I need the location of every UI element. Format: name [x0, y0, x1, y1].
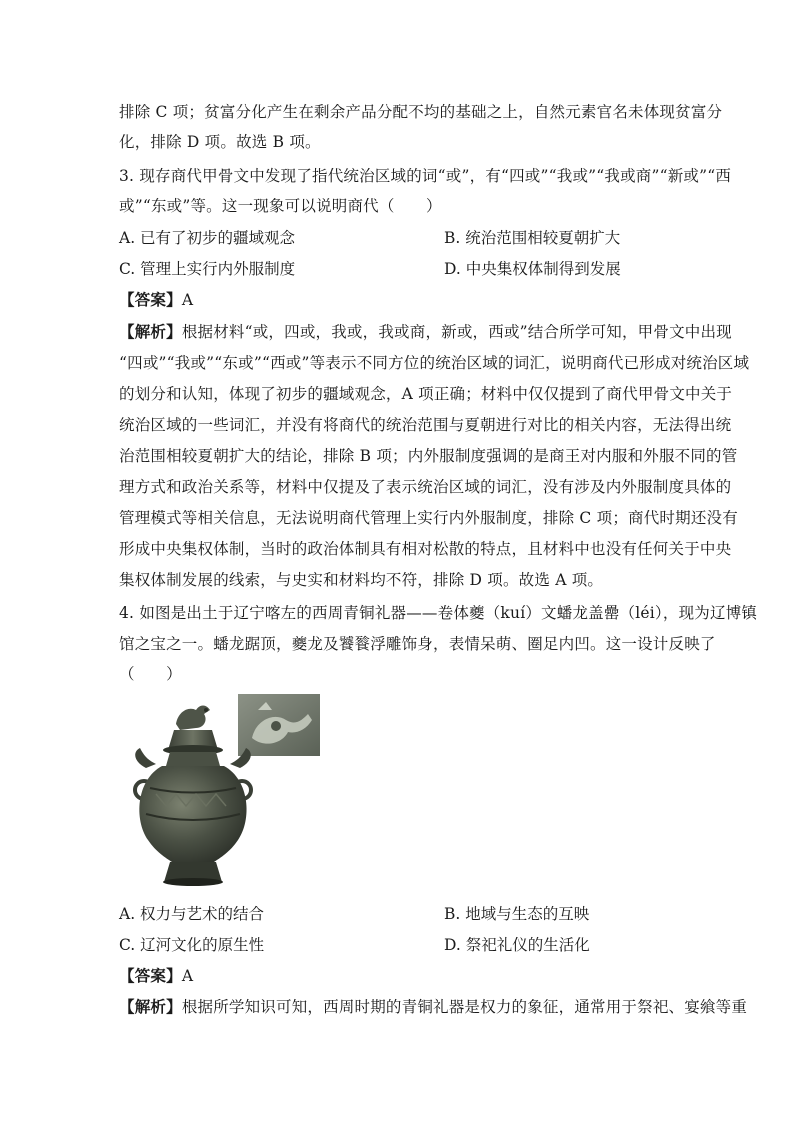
question-3-option-b: B. 统治范围相较夏朝扩大: [444, 229, 621, 247]
question-4-option-b: B. 地域与生态的互映: [444, 905, 590, 923]
question-4-stem: 4. 如图是出土于辽宁喀左的西周青铜礼器——卷体夔（kuí）文蟠龙盖罍（léi），现为辽博镇: [119, 604, 758, 622]
question-4-stem: （ ）: [119, 665, 182, 683]
explanation-line: 管理模式等相关信息，无法说明商代管理上实行内外服制度，排除 C 项；商代时期还没有: [119, 509, 738, 527]
answer-tag: 【答案】: [119, 966, 182, 985]
question-4-explanation: [119, 997, 747, 1017]
question-3-answer: [119, 290, 193, 310]
explanation-line: 理方式和政治关系等，材料中仅提及了表示统治区域的词汇，没有涉及内外服制度具体的: [119, 478, 732, 496]
question-4-answer: [119, 966, 193, 986]
question-3-option-c: C. 管理上实行内外服制度: [119, 260, 296, 278]
question-3-stem: 3. 现存商代甲骨文中发现了指代统治区域的词“或”，有“四或”“我或”“我或商”“新或”“西: [119, 167, 732, 185]
explanation-line: 形成中央集权体制，当时的政治体制具有相对松散的特点，且材料中也没有任何关于中央: [119, 540, 732, 558]
question-3-option-a: A. 已有了初步的疆域观念: [119, 229, 296, 247]
explanation-line: 集权体制发展的线索，与史实和材料均不符，排除 D 项。故选 A 项。: [119, 571, 604, 589]
explanation-tag: 【解析】: [119, 322, 182, 341]
question-4-option-c: C. 辽河文化的原生性: [119, 936, 265, 954]
explanation-tag: 【解析】: [119, 997, 182, 1016]
question-4-option-a: A. 权力与艺术的结合: [119, 905, 265, 923]
explanation-line: 的划分和认知，体现了初步的疆域观念，A 项正确；材料中仅仅提到了商代甲骨文中关于: [119, 385, 733, 403]
answer-value: A: [181, 967, 194, 985]
explanation-line: “四或”“我或”“东或”“西或”等表示不同方位的统治区域的词汇，说明商代已形成对统治区域: [119, 354, 750, 372]
explanation-text: 根据材料“或，四或，我或，我或商，新或，西或”结合所学可知，甲骨文中出现: [181, 323, 732, 341]
question-4-option-d: D. 祭祀礼仪的生活化: [444, 936, 590, 954]
explanation-text: 根据所学知识可知，西周时期的青铜礼器是权力的象征，通常用于祭祀、宴飨等重: [181, 998, 748, 1016]
explanation-line: 治范围相较夏朝扩大的结论，排除 B 项；内外服制度强调的是商王对内服和外服不同的管: [119, 447, 738, 465]
explanation-line: 统治区域的一些词汇，并没有将商代的统治范围与夏朝进行对比的相关内容，无法得出统: [119, 416, 732, 434]
question-3-option-d: D. 中央集权体制得到发展: [444, 260, 621, 278]
question-3-explanation: [119, 322, 732, 342]
answer-value: A: [181, 291, 194, 309]
question-4-stem: 馆之宝之一。蟠龙踞顶，夔龙及饕餮浮雕饰身，表情呆萌、圈足内凹。这一设计反映了: [119, 635, 716, 653]
bronze-vessel-image: [126, 690, 322, 890]
text-line: 排除 C 项；贫富分化产生在剩余产品分配不均的基础之上，自然元素官名未体现贫富分: [119, 103, 723, 121]
question-3-stem: 或”“东或”等。这一现象可以说明商代（ ）: [119, 197, 442, 215]
answer-tag: 【答案】: [119, 290, 182, 309]
text-line: 化，排除 D 项。故选 B 项。: [119, 133, 321, 151]
